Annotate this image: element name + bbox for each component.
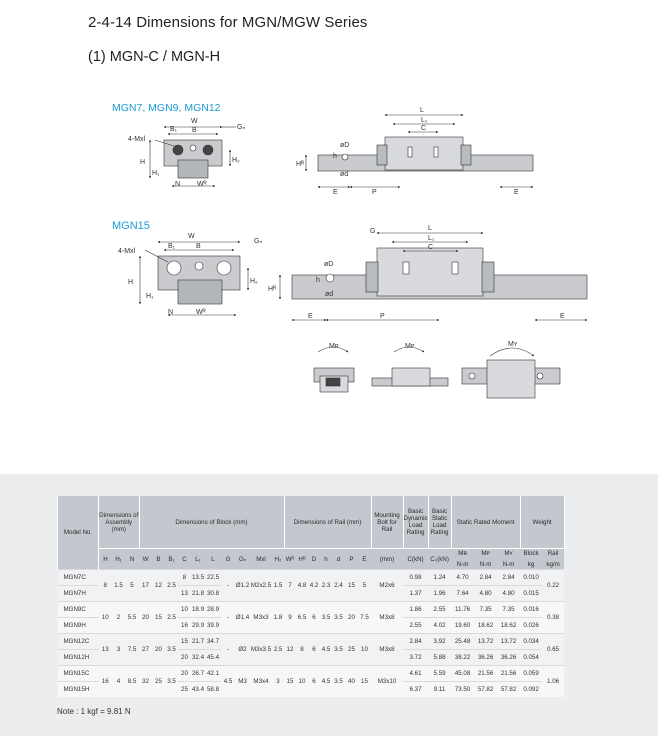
table-cell: 22.5 bbox=[205, 570, 221, 586]
table-cell: 2.84 bbox=[497, 570, 520, 586]
weight-sub-label: Rail bbox=[547, 550, 559, 557]
table-cell: 8.5 bbox=[125, 666, 139, 698]
table-cell: 32.4 bbox=[191, 650, 205, 666]
table-cell: 4.80 bbox=[497, 586, 520, 602]
table-cell: 1.24 bbox=[428, 570, 451, 586]
table-cell: MGN9H bbox=[58, 618, 99, 634]
section-title: 2-4-14 Dimensions for MGN/MGW Series bbox=[88, 14, 368, 31]
subsection-title: (1) MGN-C / MGN-H bbox=[88, 49, 221, 65]
moment-my-label: Mʏ bbox=[508, 341, 518, 348]
moment-unit-label: N-m bbox=[502, 561, 515, 568]
table-cell: 0.016 bbox=[520, 602, 542, 618]
large-series-label: MGN15 bbox=[112, 220, 150, 232]
table-cell: 38.22 bbox=[451, 650, 474, 666]
table-cell: 2.3 bbox=[320, 570, 332, 602]
weight-unit-label: kg/m bbox=[546, 561, 560, 568]
dim-label: C bbox=[428, 244, 434, 251]
subhead-cell: N bbox=[125, 549, 139, 570]
table-cell: 10 bbox=[296, 666, 308, 698]
dim-label: B₁ bbox=[170, 126, 178, 133]
table-cell: 5 bbox=[125, 570, 139, 602]
table-cell: 57.82 bbox=[474, 682, 497, 698]
table-cell: 1.96 bbox=[428, 586, 451, 602]
small-end-view bbox=[150, 127, 236, 186]
table-cell: 25 bbox=[152, 666, 165, 698]
table-cell: 6.5 bbox=[296, 602, 308, 634]
table-cell: 1.8 bbox=[272, 602, 284, 634]
subhead-moment-cell bbox=[451, 549, 474, 570]
table-cell: 4.8 bbox=[296, 570, 308, 602]
table-cell: Ø1.4 bbox=[235, 602, 250, 634]
table-cell: 4.61 bbox=[403, 666, 428, 682]
table-cell: M3 bbox=[235, 666, 250, 698]
dim-label: W bbox=[191, 118, 198, 125]
table-cell: 20 bbox=[152, 634, 165, 666]
subhead-cell: Wᴿ bbox=[284, 549, 296, 570]
dim-label: P bbox=[380, 313, 385, 320]
table-cell: 2.4 bbox=[332, 570, 345, 602]
subhead-cell: (mm) bbox=[371, 549, 403, 570]
subhead-cell: Gₙ bbox=[235, 549, 250, 570]
dim-label: L₁ bbox=[421, 117, 428, 124]
table-cell: 0.092 bbox=[520, 682, 542, 698]
table-cell: 1.5 bbox=[272, 570, 284, 602]
dim-label: h bbox=[316, 277, 320, 284]
moment-mp-label: Mᴘ bbox=[405, 343, 415, 350]
table-cell: 43.4 bbox=[191, 682, 205, 698]
table-cell: MGN15H bbox=[58, 682, 99, 698]
table-cell: 34.7 bbox=[205, 634, 221, 650]
subhead-cell: C(kN) bbox=[403, 549, 428, 570]
table-cell: 2.55 bbox=[428, 602, 451, 618]
table-cell: 13 bbox=[178, 586, 191, 602]
table-cell: 26.7 bbox=[191, 666, 205, 682]
table-cell: 3.5 bbox=[165, 666, 178, 698]
dim-label: P bbox=[372, 189, 377, 196]
table-cell: 3 bbox=[112, 634, 125, 666]
moment-mr-label: Mʀ bbox=[329, 343, 339, 350]
dim-label: ød bbox=[325, 291, 334, 298]
table-row bbox=[58, 602, 565, 618]
subhead-cell: Mxl bbox=[250, 549, 272, 570]
subhead-cell: H₂ bbox=[272, 549, 284, 570]
dim-label: Gₙ bbox=[237, 124, 246, 131]
table-cell: - bbox=[221, 570, 235, 602]
dim-label: L bbox=[420, 107, 424, 114]
table-cell: Ø2 bbox=[235, 634, 250, 666]
dim-label: H₂ bbox=[250, 278, 258, 285]
table-cell: 1.5 bbox=[112, 570, 125, 602]
table-cell: 3.5 bbox=[332, 666, 345, 698]
dim-label: C bbox=[421, 125, 427, 132]
table-cell: 16 bbox=[99, 666, 113, 698]
table-cell: 40 bbox=[345, 666, 358, 698]
large-side-view bbox=[280, 233, 587, 320]
table-cell: 39.9 bbox=[205, 618, 221, 634]
table-cell: 73.50 bbox=[451, 682, 474, 698]
table-cell: - bbox=[221, 602, 235, 634]
table-cell: 10 bbox=[358, 634, 371, 666]
table-cell: MGN12H bbox=[58, 650, 99, 666]
dim-label: E bbox=[308, 313, 313, 320]
table-cell: 8 bbox=[99, 570, 113, 602]
dim-label: B bbox=[192, 127, 197, 134]
table-cell: 19.60 bbox=[451, 618, 474, 634]
moment-labels bbox=[329, 341, 518, 350]
table-cell: 3.5 bbox=[332, 602, 345, 634]
table-cell: 9 bbox=[284, 602, 296, 634]
table-cell: 4.5 bbox=[320, 634, 332, 666]
moment-sub-label: Mʀ bbox=[458, 550, 467, 557]
table-cell: 4.80 bbox=[474, 586, 497, 602]
weight-unit-label: kg bbox=[527, 561, 535, 568]
table-cell: 45.08 bbox=[451, 666, 474, 682]
table-cell: 45.4 bbox=[205, 650, 221, 666]
table-cell: 21.56 bbox=[474, 666, 497, 682]
table-cell: 1.37 bbox=[403, 586, 428, 602]
table-cell: 2.55 bbox=[403, 618, 428, 634]
subhead-cell: B₁ bbox=[165, 549, 178, 570]
table-cell: 5.88 bbox=[428, 650, 451, 666]
table-cell: 4.02 bbox=[428, 618, 451, 634]
table-cell: 1.06 bbox=[542, 666, 564, 698]
col-mounting-bolt: Mounting Bolt for Rail bbox=[371, 496, 403, 549]
table-cell: 42.1 bbox=[205, 666, 221, 682]
table-cell: 7.5 bbox=[358, 602, 371, 634]
table-cell: 13.72 bbox=[497, 634, 520, 650]
table-cell: 28.9 bbox=[205, 602, 221, 618]
table-cell: 3.5 bbox=[165, 634, 178, 666]
table-cell: 2 bbox=[112, 602, 125, 634]
weight-sub-label: Block bbox=[523, 550, 539, 557]
subhead-cell: d bbox=[332, 549, 345, 570]
table-cell: 20 bbox=[178, 650, 191, 666]
dim-label: B₁ bbox=[168, 243, 176, 250]
dim-label: W bbox=[188, 233, 195, 240]
table-cell: 6 bbox=[308, 666, 320, 698]
dim-label: Hᴿ bbox=[268, 286, 277, 293]
subhead-moment-cell bbox=[474, 549, 497, 570]
table-cell: 0.98 bbox=[403, 570, 428, 586]
table-cell: 25.48 bbox=[451, 634, 474, 650]
subhead-cell: H bbox=[99, 549, 113, 570]
table-cell: 21.8 bbox=[191, 586, 205, 602]
table-cell: 4.2 bbox=[308, 570, 320, 602]
table-cell: 36.26 bbox=[474, 650, 497, 666]
table-cell: 6 bbox=[308, 602, 320, 634]
table-cell: 17 bbox=[139, 570, 152, 602]
col-static-moment: Static Rated Moment bbox=[451, 496, 520, 549]
dim-label: 4-Mxl bbox=[128, 136, 146, 143]
subhead-cell: E bbox=[358, 549, 371, 570]
dim-label: Wᴿ bbox=[196, 309, 206, 316]
table-cell: 4.5 bbox=[221, 666, 235, 698]
table-cell: 0.22 bbox=[542, 570, 564, 602]
col-model-no: Model No. bbox=[58, 496, 99, 570]
table-cell: 18.62 bbox=[474, 618, 497, 634]
table-cell: MGN7C bbox=[58, 570, 99, 586]
table-cell: M3x3 bbox=[250, 602, 272, 634]
table-cell: 12 bbox=[152, 570, 165, 602]
table-cell: 7.64 bbox=[451, 586, 474, 602]
table-cell: M2x6 bbox=[371, 570, 403, 602]
table-cell: MGN15C bbox=[58, 666, 99, 682]
table-cell: 3.92 bbox=[428, 634, 451, 650]
table-cell: 2.5 bbox=[165, 570, 178, 602]
dim-label: Gₙ bbox=[254, 238, 263, 245]
table-cell: 4 bbox=[112, 666, 125, 698]
table-cell: 10 bbox=[178, 602, 191, 618]
table-cell: 12 bbox=[284, 634, 296, 666]
dim-label: øD bbox=[340, 142, 350, 149]
table-cell: 0.65 bbox=[542, 634, 564, 666]
table-cell: 3.72 bbox=[403, 650, 428, 666]
table-cell: 36.26 bbox=[497, 650, 520, 666]
table-cell: 29.9 bbox=[191, 618, 205, 634]
table-cell: 4.5 bbox=[320, 666, 332, 698]
dim-label: L₁ bbox=[428, 235, 435, 242]
table-cell: 7.35 bbox=[497, 602, 520, 618]
table-row bbox=[58, 570, 565, 586]
table-cell: 4.70 bbox=[451, 570, 474, 586]
table-cell: 8 bbox=[296, 634, 308, 666]
table-cell: 21.7 bbox=[191, 634, 205, 650]
table-cell: 0.059 bbox=[520, 666, 542, 682]
dim-label: H₁ bbox=[146, 293, 154, 300]
table-cell: 5.5 bbox=[125, 602, 139, 634]
dim-label: øD bbox=[324, 261, 334, 268]
table-cell: MGN9C bbox=[58, 602, 99, 618]
moment-unit-label: N-m bbox=[456, 561, 469, 568]
table-cell: 15 bbox=[178, 634, 191, 650]
dim-label: ød bbox=[340, 171, 349, 178]
moment-sub-label: Mᴘ bbox=[481, 550, 490, 557]
subhead-cell: B bbox=[152, 549, 165, 570]
table-cell: 2.84 bbox=[474, 570, 497, 586]
table-cell: 6 bbox=[308, 634, 320, 666]
subhead-cell: H₁ bbox=[112, 549, 125, 570]
dim-label: h bbox=[333, 153, 337, 160]
table-cell: 7 bbox=[284, 570, 296, 602]
table-cell: M3x4 bbox=[250, 666, 272, 698]
table-cell: 18.9 bbox=[191, 602, 205, 618]
table-cell: 0.015 bbox=[520, 586, 542, 602]
subhead-cell: W bbox=[139, 549, 152, 570]
small-series-label: MGN7, MGN9, MGN12 bbox=[112, 102, 221, 114]
table-cell: 10 bbox=[99, 602, 113, 634]
table-cell: 15 bbox=[345, 570, 358, 602]
table-cell: 6.37 bbox=[403, 682, 428, 698]
table-cell: 5.59 bbox=[428, 666, 451, 682]
table-cell: 32 bbox=[139, 666, 152, 698]
table-cell: 18.62 bbox=[497, 618, 520, 634]
dim-label: E bbox=[333, 189, 338, 196]
table-cell: 13.72 bbox=[474, 634, 497, 650]
dim-label: H bbox=[140, 159, 146, 166]
dim-label: 4-Mxl bbox=[118, 248, 136, 255]
dim-label: L bbox=[428, 225, 432, 232]
table-cell: - bbox=[221, 634, 235, 666]
col-weight: Weight bbox=[520, 496, 564, 549]
table-cell: M3x8 bbox=[371, 602, 403, 634]
dim-label: B bbox=[196, 243, 201, 250]
table-cell: 20 bbox=[345, 602, 358, 634]
table-cell: 3.5 bbox=[320, 602, 332, 634]
dim-label: N bbox=[168, 309, 174, 316]
table-cell: 2.5 bbox=[165, 602, 178, 634]
subhead-cell: G bbox=[221, 549, 235, 570]
large-end-view bbox=[140, 242, 248, 315]
spec-table-panel bbox=[0, 474, 658, 736]
table-cell: 2.84 bbox=[403, 634, 428, 650]
subhead-cell: C bbox=[178, 549, 191, 570]
table-cell: 30.8 bbox=[205, 586, 221, 602]
subhead-cell: h bbox=[320, 549, 332, 570]
table-cell: 0.38 bbox=[542, 602, 564, 634]
dim-label: H₁ bbox=[152, 170, 160, 177]
col-dim-block: Dimensions of Block (mm) bbox=[139, 496, 284, 549]
subhead-weight-cell bbox=[542, 549, 564, 570]
subhead-cell: C₀(kN) bbox=[428, 549, 451, 570]
table-cell: M3x8 bbox=[371, 634, 403, 666]
table-cell: 5 bbox=[358, 570, 371, 602]
table-cell: 20 bbox=[178, 666, 191, 682]
subhead-cell: P bbox=[345, 549, 358, 570]
dim-label: N bbox=[175, 181, 181, 188]
table-cell: 25 bbox=[345, 634, 358, 666]
dim-label: Wᴿ bbox=[197, 181, 207, 188]
dim-label: E bbox=[560, 313, 565, 320]
table-cell: 25 bbox=[178, 682, 191, 698]
table-row bbox=[58, 666, 565, 682]
subhead-cell: Hᴿ bbox=[296, 549, 308, 570]
subhead-cell: D bbox=[308, 549, 320, 570]
unit-note: Note : 1 kgf = 9.81 N bbox=[57, 707, 131, 716]
table-cell: 57.82 bbox=[497, 682, 520, 698]
col-dim-rail: Dimensions of Rail (mm) bbox=[284, 496, 371, 549]
subhead-moment-cell bbox=[497, 549, 520, 570]
table-cell: 15 bbox=[358, 666, 371, 698]
table-cell: 7.5 bbox=[125, 634, 139, 666]
spec-table bbox=[57, 496, 565, 697]
dim-label: G bbox=[370, 228, 376, 235]
table-cell: M3x3.5 bbox=[250, 634, 272, 666]
table-cell: M3x10 bbox=[371, 666, 403, 698]
table-cell: 0.010 bbox=[520, 570, 542, 586]
table-cell: Ø1.2 bbox=[235, 570, 250, 602]
dim-label: Hᴿ bbox=[296, 161, 305, 168]
table-cell: 0.026 bbox=[520, 618, 542, 634]
table-cell: 8 bbox=[178, 570, 191, 586]
table-cell: 11.76 bbox=[451, 602, 474, 618]
table-row bbox=[58, 634, 565, 650]
table-cell: M2x2.5 bbox=[250, 570, 272, 602]
table-cell: 0.054 bbox=[520, 650, 542, 666]
table-cell: 0.034 bbox=[520, 634, 542, 650]
table-cell: 13 bbox=[99, 634, 113, 666]
table-cell: MGN7H bbox=[58, 586, 99, 602]
table-cell: 27 bbox=[139, 634, 152, 666]
table-cell: 3.5 bbox=[332, 634, 345, 666]
table-cell: 15 bbox=[284, 666, 296, 698]
dim-label: H₂ bbox=[232, 157, 240, 164]
table-cell: 16 bbox=[178, 618, 191, 634]
table-cell: 13.5 bbox=[191, 570, 205, 586]
moment-sub-label: Mʏ bbox=[504, 550, 513, 557]
table-cell: MGN12C bbox=[58, 634, 99, 650]
table-cell: 15 bbox=[152, 602, 165, 634]
col-stat-load: Basic Static Load Rating bbox=[428, 496, 451, 549]
table-cell: 7.35 bbox=[474, 602, 497, 618]
col-dyn-load: Basic Dynamic Load Rating bbox=[403, 496, 428, 549]
table-cell: 3 bbox=[272, 666, 284, 698]
table-cell: 20 bbox=[139, 602, 152, 634]
table-cell: 9.11 bbox=[428, 682, 451, 698]
subhead-weight-cell bbox=[520, 549, 542, 570]
moment-unit-label: N-m bbox=[479, 561, 492, 568]
subhead-cell: L bbox=[205, 549, 221, 570]
table-cell: 1.86 bbox=[403, 602, 428, 618]
table-cell: 2.5 bbox=[272, 634, 284, 666]
subhead-cell: L₁ bbox=[191, 549, 205, 570]
col-dim-assembly: Dimensions of Assembly (mm) bbox=[99, 496, 140, 549]
dim-label: E bbox=[514, 189, 519, 196]
table-cell: 21.56 bbox=[497, 666, 520, 682]
dim-label: H bbox=[128, 279, 134, 286]
table-cell: 58.8 bbox=[205, 682, 221, 698]
moment-diagrams bbox=[314, 347, 560, 398]
